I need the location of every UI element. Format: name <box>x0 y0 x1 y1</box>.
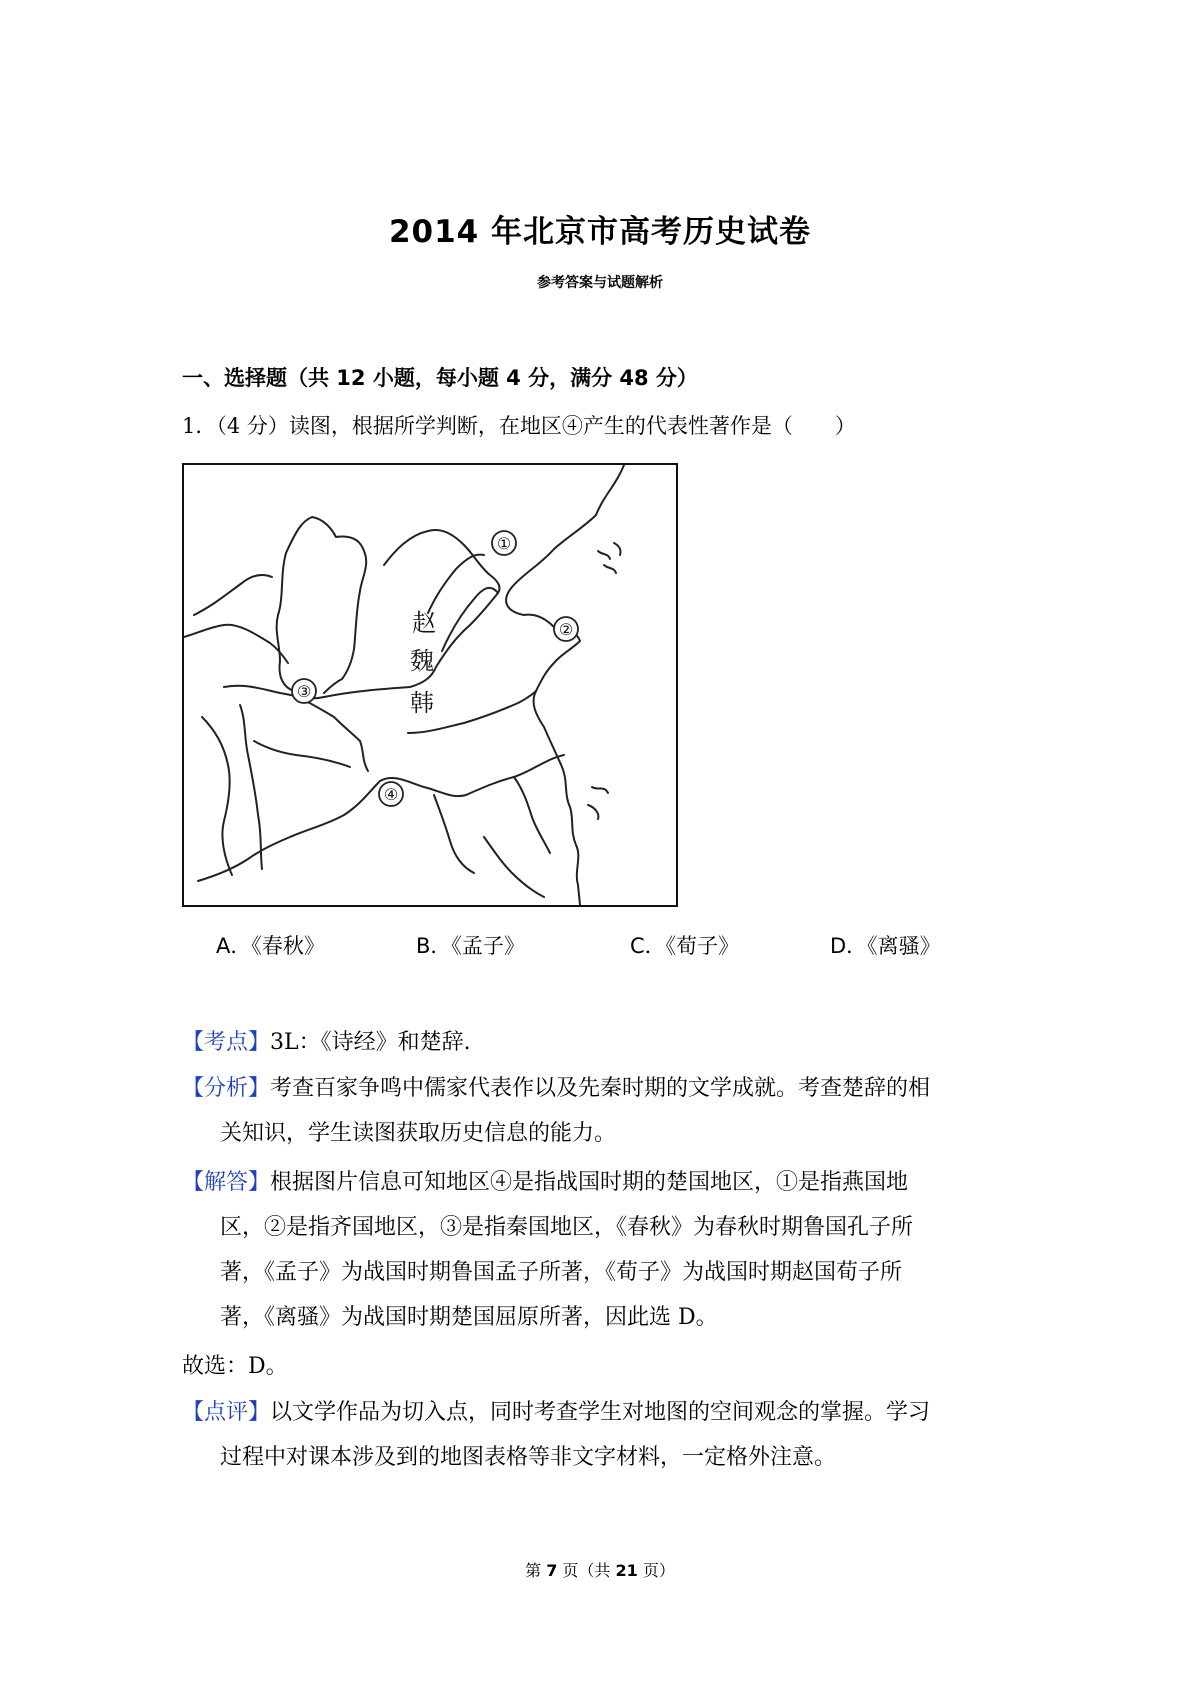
river-yellow-main <box>224 593 498 698</box>
jieda-tag: 【解答】 <box>182 1170 271 1195</box>
marker-2-label: ② <box>558 620 574 639</box>
dianping-block <box>182 1390 1032 1480</box>
map-label-han: 韩 <box>410 689 434 717</box>
marker-4 <box>379 782 403 806</box>
page-footer <box>0 1558 1200 1581</box>
river-west-trib <box>202 717 232 875</box>
islands-north <box>598 543 621 573</box>
footer-page-number: 7 <box>546 1561 558 1580</box>
dianping-line-1: 以文学作品为切入点，同时考查学生对地图的空间观念的掌握。学习 <box>270 1400 931 1425</box>
footer-post: 页） <box>637 1561 675 1580</box>
section-heading: 一、选择题（共 12 小题，每小题 4 分，满分 48 分） <box>182 366 698 390</box>
kaodian-block <box>182 1020 1032 1065</box>
jieda-line-4: 著，《离骚》为战国时期楚国屈原所著，因此选 D。 <box>220 1305 718 1330</box>
option-b[interactable] <box>416 930 525 960</box>
marker-1-label: ① <box>496 534 512 553</box>
river-han <box>240 705 262 869</box>
river-west-branch <box>277 553 294 691</box>
river-yellow-north <box>286 517 366 693</box>
river-wei <box>194 575 272 615</box>
footer-total-pages: 21 <box>615 1561 638 1580</box>
river-north-2 <box>428 555 484 613</box>
fenxi-line-2: 关知识，学生读图获取历史信息的能力。 <box>220 1121 617 1146</box>
fenxi-block <box>182 1066 1032 1156</box>
river-north-1 <box>384 530 500 593</box>
dianping-tag: 【点评】 <box>182 1400 271 1425</box>
option-d-letter: D． <box>830 934 868 958</box>
guxuan-line: 故选：D。 <box>182 1354 288 1379</box>
dianping-line-2: 过程中对课本涉及到的地图表格等非文字材料，一定格外注意。 <box>220 1445 837 1470</box>
river-mid-trib <box>254 741 350 767</box>
marker-3 <box>292 679 316 703</box>
option-b-text: 《孟子》 <box>451 934 525 958</box>
river-han-2 <box>302 699 368 771</box>
marker-3-label: ③ <box>296 682 312 701</box>
jieda-line-3: 著，《孟子》为战国时期鲁国孟子所著，《荀子》为战国时期赵国荀子所 <box>220 1260 903 1285</box>
option-c-text: 《荀子》 <box>665 934 740 958</box>
question-stem: 1．（4 分）读图，根据所学判断，在地区④产生的代表性著作是（ ） <box>182 414 856 438</box>
river-north-3 <box>442 588 498 651</box>
fenxi-tag: 【分析】 <box>182 1076 271 1101</box>
option-c[interactable] <box>630 930 739 960</box>
marker-1 <box>492 531 516 555</box>
jieda-line-1: 根据图片信息可知地区④是指战国时期的楚国地区，①是指燕国地 <box>270 1170 909 1195</box>
map-label-zhao: 赵 <box>412 609 436 637</box>
footer-pre: 第 <box>525 1561 547 1580</box>
river-south-branch <box>434 795 474 873</box>
page-subtitle: 参考答案与试题解析 <box>537 275 663 291</box>
option-b-letter: B． <box>416 934 452 958</box>
islands-south <box>588 787 608 819</box>
option-a[interactable] <box>216 930 325 960</box>
kaodian-tag: 【考点】 <box>182 1030 271 1055</box>
marker-4-label: ④ <box>383 785 399 804</box>
option-a-text: 《春秋》 <box>251 934 325 958</box>
river-yangtze <box>198 755 564 881</box>
option-d[interactable] <box>830 930 941 960</box>
footer-mid: 页（共 <box>557 1561 616 1580</box>
map-figure <box>182 463 678 907</box>
river-east-trib <box>514 777 550 853</box>
page-title: 2014 年北京市高考历史试卷 <box>388 214 812 250</box>
option-c-letter: C． <box>630 934 666 958</box>
map-label-wei: 魏 <box>410 647 434 675</box>
river-west-small <box>184 625 288 663</box>
map-drawing <box>184 465 676 905</box>
jieda-line-2: 区，②是指齐国地区，③是指秦国地区，《春秋》为春秋时期鲁国孔子所 <box>220 1215 914 1240</box>
coastline <box>506 465 624 905</box>
option-d-text: 《离骚》 <box>867 934 941 958</box>
fenxi-line-1: 考查百家争鸣中儒家代表作以及先秦时期的文学成就。考查楚辞的相 <box>270 1076 931 1101</box>
option-a-letter: A． <box>216 934 252 958</box>
river-southeast <box>484 837 544 897</box>
marker-2 <box>554 617 578 641</box>
kaodian-text: 3L：《诗经》和楚辞. <box>270 1030 471 1055</box>
jieda-block <box>182 1160 1032 1340</box>
